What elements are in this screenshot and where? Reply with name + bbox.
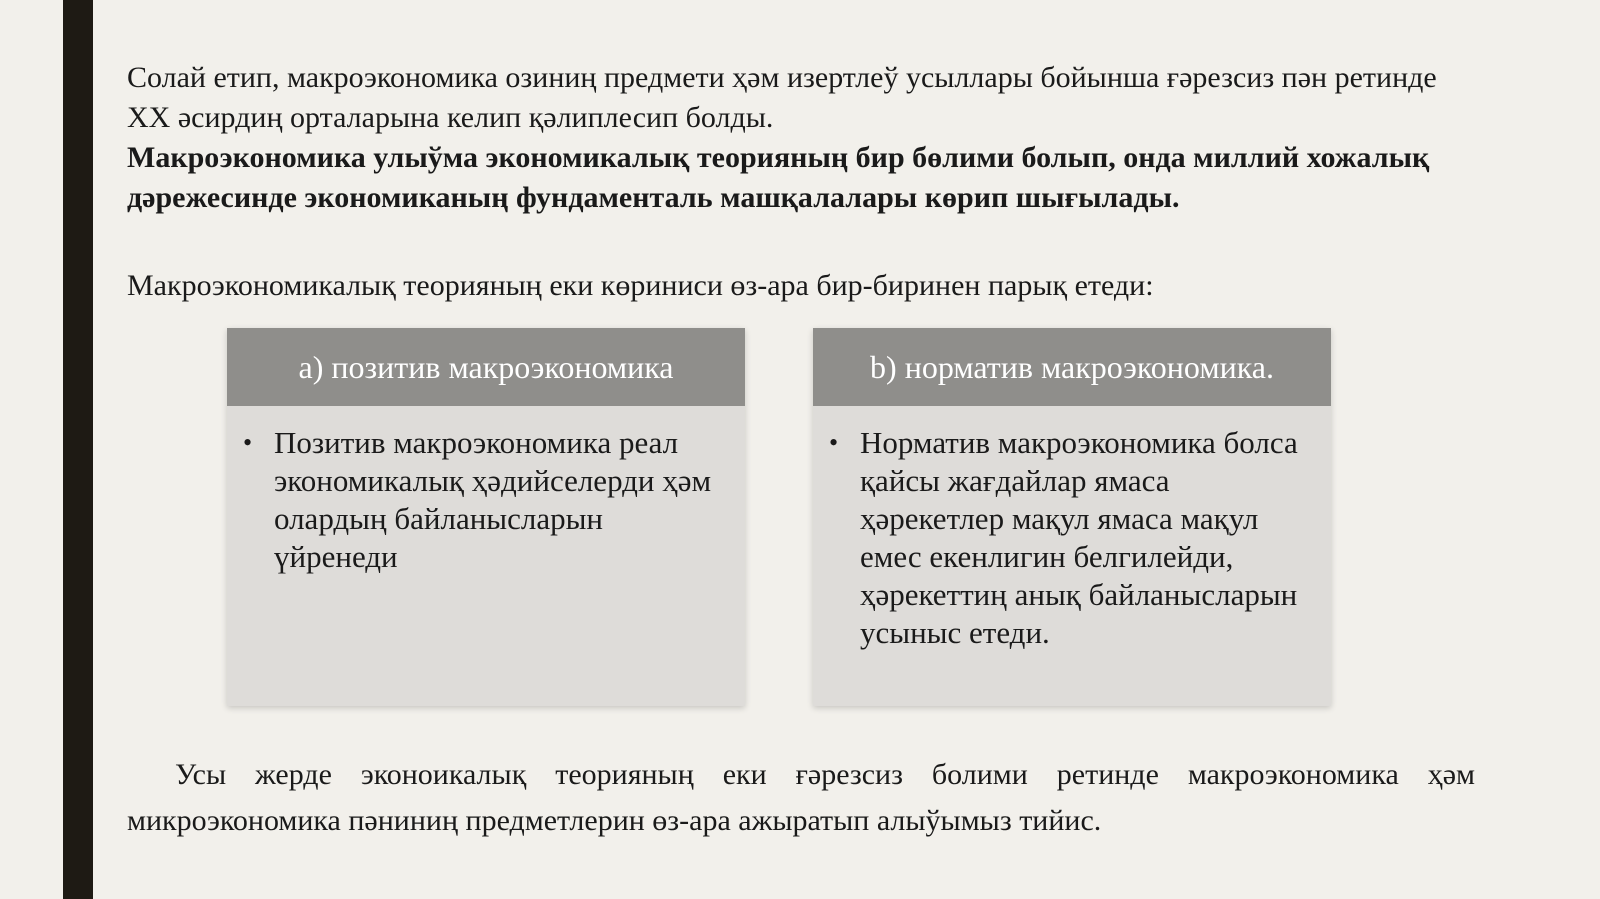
card-text: Норматив макроэкономика болса қайсы жағдайлар ямаса ҳәрекетлер мақул ямаса мақул емес екенлигин белгилейди, ҳәрекеттиң анық байланысларын усыныс етеди. (860, 425, 1298, 650)
intro-bold-definition: Макроэкономика улыўма экономикалық теорияның бир бөлими болып, онда миллий хожалық дәрежесинде экономиканың фундаменталь машқалалары көрип шығылады. (127, 141, 1430, 214)
card-body (813, 406, 1331, 652)
bullet-icon: • (829, 428, 839, 457)
intro-paragraph (127, 58, 1487, 218)
card-normative-macroeconomics (813, 328, 1331, 706)
conclusion-paragraph: Усы жерде эконоикалық теорияның еки ғәрезсиз болими ретинде макроэкономика ҳәм микроэкономика пәниниң предметлерин өз-ара ажыратып алыўымыз тийис. (127, 758, 1475, 837)
card-positive-macroeconomics (227, 328, 745, 706)
left-accent-bar (63, 0, 93, 899)
card-title: b) норматив макроэкономика. (813, 328, 1331, 406)
card-text: Позитив макроэкономика реал экономикалық ҳәдийселерди ҳәм олардың байланысларын үйренеди (274, 425, 712, 574)
intro-text: Солай етип, макроэкономика озиниң предмети ҳәм изертлеў усыллары бойынша ғәрезсиз пән ретинде XX әсирдиң орталарына келип қәлиплесип болды. (127, 61, 1437, 134)
card-body (227, 406, 745, 576)
card-title: а) позитив макроэкономика (227, 328, 745, 406)
bullet-icon: • (243, 428, 253, 457)
subheading: Макроэкономикалық теорияның еки көриниси өз-ара бир-биринен парық етеди: (127, 269, 1154, 302)
